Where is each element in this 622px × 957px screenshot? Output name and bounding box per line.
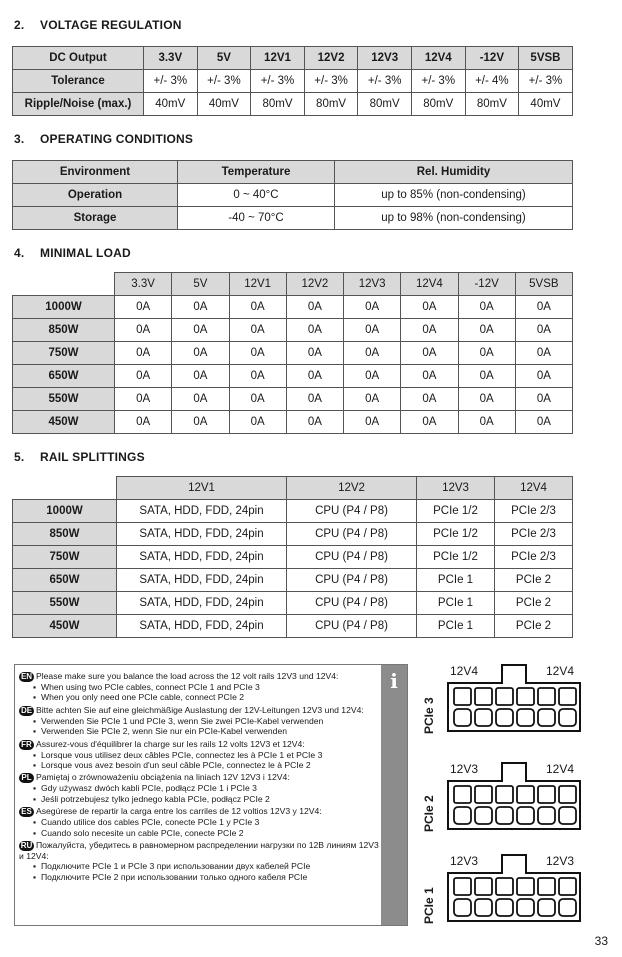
note-lead [19,705,381,716]
connector-pin [475,709,492,726]
connector-pin [559,688,576,705]
table-cell: 0A [172,319,229,342]
section-title-voltage: 2. VOLTAGE REGULATION [14,18,182,32]
table-cell: 0A [344,342,401,365]
operating-conditions-table [12,160,573,230]
rail-splittings-table [12,476,573,638]
connector-pin [538,786,555,803]
connector-drawing [446,762,586,832]
connector-pin [475,878,492,895]
table-row [13,365,573,388]
connector-label: PCIe 1 [422,887,436,924]
table-cell: 0A [458,319,515,342]
note-bullet: ▪ When you only need one PCIe cable, connect PCIe 2 [19,692,381,702]
header-row [13,273,573,296]
table-cell: 0A [344,365,401,388]
note-language-block [19,739,381,771]
empty-corner [13,273,115,296]
table-cell: 0A [115,411,172,434]
language-badge: EN [20,672,33,681]
column-header: 12V2 [286,273,343,296]
left-rail-label: 12V4 [450,664,479,678]
table-cell: 80mV [465,93,519,116]
note-sentence: Bitte achten Sie auf eine gleichmäßige Auslastung der 12V-Leitungen 12V3 und 12V4: [36,704,364,715]
table-cell: CPU (P4 / P8) [287,615,417,638]
table-cell: +/- 4% [465,70,519,93]
row-header: Ripple/Noise (max.) [13,93,144,116]
table-cell: 0A [458,296,515,319]
row-header: 650W [13,365,115,388]
page-number: 33 [594,934,608,948]
connector-pin [538,709,555,726]
connector-pin [559,807,576,824]
connector-pin [454,807,471,824]
empty-corner [13,477,117,500]
connector-label: PCIe 3 [422,697,436,734]
table-row [13,523,573,546]
connector-pin [454,878,471,895]
right-rail-label: 12V4 [546,762,575,776]
table-row [13,184,573,207]
table-cell: 0A [115,319,172,342]
table-cell: 0A [172,365,229,388]
note-sentence: Pamiętaj o zrównoważeniu obciążenia na liniach 12V 12V3 i 12V4: [36,772,290,783]
note-bullet: ▪ Подключите PCIe 1 и PCIe 3 при использовании двух кабелей PCIe [19,861,381,871]
left-rail-label: 12V3 [450,762,479,776]
column-header: 5VSB [519,47,573,70]
table-cell: 0 ~ 40°C [178,184,335,207]
table-cell: CPU (P4 / P8) [287,592,417,615]
row-header: Tolerance [13,70,144,93]
table-cell: 0A [286,342,343,365]
table-cell: +/- 3% [251,70,305,93]
row-header: 750W [13,342,115,365]
connector-pin [517,786,534,803]
table-cell: 0A [401,319,458,342]
header-row [13,161,573,184]
column-header: 12V1 [117,477,287,500]
row-header: 850W [13,523,117,546]
table-cell: PCIe 2 [495,615,573,638]
language-badge: ES [19,807,34,817]
note-sentence: Assurez-vous d'équilibrer la charge sur les rails 12 volts 12V3 et 12V4: [36,738,305,749]
table-row [13,207,573,230]
table-cell: 0A [344,319,401,342]
row-header: 650W [13,569,117,592]
language-badge: DE [20,705,33,715]
header-row [13,477,573,500]
table-cell: 0A [401,296,458,319]
column-header: 3.3V [144,47,198,70]
table-cell: up to 85% (non-condensing) [335,184,573,207]
table-cell: 0A [115,296,172,319]
connector-pin [517,688,534,705]
table-cell: PCIe 1 [417,615,495,638]
table-cell: 0A [286,365,343,388]
table-cell: 0A [115,365,172,388]
voltage-regulation-table [12,46,573,116]
table-cell: 0A [401,342,458,365]
note-sentence: Asegúrese de repartir la carga entre los carriles de 12 voltios 12V3 y 12V4: [36,806,322,817]
table-row [13,411,573,434]
table-cell: 0A [458,342,515,365]
section-title-minimal: 4. MINIMAL LOAD [14,246,131,260]
connector-pin [559,786,576,803]
row-header: 550W [13,388,115,411]
column-header: -12V [458,273,515,296]
table-cell: +/- 3% [144,70,198,93]
table-cell: SATA, HDD, FDD, 24pin [117,523,287,546]
note-sentence: Please make sure you balance the load across the 12 volt rails 12V3 und 12V4: [36,671,339,681]
note-lead [19,671,381,682]
right-rail-label: 12V4 [546,664,575,678]
row-header: 750W [13,546,117,569]
info-icon: i [390,669,398,693]
column-header: Temperature [178,161,335,184]
table-cell: 0A [229,296,286,319]
table-cell: 80mV [411,93,465,116]
table-row [13,342,573,365]
section-title-rails: 5. RAIL SPLITTINGS [14,450,145,464]
note-lead [19,806,381,817]
connector-pin [517,807,534,824]
row-header: Operation [13,184,178,207]
table-cell: 0A [515,411,572,434]
table-cell: 0A [115,342,172,365]
connector-pin [454,709,471,726]
table-cell: 0A [458,411,515,434]
note-lead [19,772,381,783]
note-bullet: ▪ Jeśli potrzebujesz tylko jednego kabla PCIe, podłącz PCIe 2 [19,794,381,804]
connector-pin [496,807,513,824]
table-cell: 0A [172,296,229,319]
minimal-load-table [12,272,573,434]
table-cell: 0A [344,296,401,319]
table-cell: 0A [229,388,286,411]
table-cell: 80mV [251,93,305,116]
table-cell: +/- 3% [358,70,412,93]
connector-pin [475,688,492,705]
table-cell: 0A [286,319,343,342]
table-cell: +/- 3% [411,70,465,93]
column-header: 12V2 [287,477,417,500]
language-badge: RU [20,841,33,851]
connector-pin [496,878,513,895]
column-header: DC Output [13,47,144,70]
row-header: 450W [13,411,115,434]
note-bullet: ▪ Lorsque vous utilisez deux câbles PCIe, connectez les à PCIe 1 et PCIe 3 [19,750,381,760]
connector-pin [517,878,534,895]
connector-pin [454,786,471,803]
note-language-block [19,772,381,804]
table-cell: 0A [286,388,343,411]
note-language-block [19,705,381,737]
table-cell: CPU (P4 / P8) [287,500,417,523]
table-cell: SATA, HDD, FDD, 24pin [117,546,287,569]
info-bar [381,665,407,925]
note-bullet: ▪ Lorsque vous avez besoin d'un seul câble PCIe, connectez le à PCIe 2 [19,760,381,770]
column-header: -12V [465,47,519,70]
note-lead [19,739,381,750]
connector-pin [454,688,471,705]
connector-pin [559,899,576,916]
language-badge: PL [19,773,34,783]
connector-label: PCIe 2 [422,795,436,832]
table-cell: 40mV [519,93,573,116]
connector-pin [496,688,513,705]
connector-pin [538,899,555,916]
connector-pin [538,688,555,705]
table-cell: CPU (P4 / P8) [287,569,417,592]
row-header: 1000W [13,500,117,523]
column-header: 12V2 [304,47,358,70]
note-language-block [19,806,381,838]
note-bullet: ▪ Verwenden Sie PCIe 2, wenn Sie nur ein PCIe-Kabel verwenden [19,726,381,736]
table-cell: 0A [286,296,343,319]
table-cell: 0A [515,296,572,319]
connector-pin [496,709,513,726]
column-header: 12V4 [495,477,573,500]
note-text [19,671,381,884]
note-bullet: ▪ Cuando solo necesite un cable PCIe, conecte PCIe 2 [19,828,381,838]
note-bullet: ▪ Подключите PCIe 2 при использовании только одного кабеля PCIe [19,872,381,882]
table-cell: 0A [172,342,229,365]
table-cell: 0A [344,388,401,411]
column-header: 5V [197,47,251,70]
table-cell: 0A [401,365,458,388]
table-cell: 0A [229,411,286,434]
table-row [13,93,573,116]
table-cell: PCIe 2/3 [495,523,573,546]
table-cell: 0A [229,319,286,342]
connector-pin [559,709,576,726]
column-header: Environment [13,161,178,184]
table-cell: 0A [401,388,458,411]
column-header: 12V4 [411,47,465,70]
table-cell: +/- 3% [519,70,573,93]
table-cell: +/- 3% [197,70,251,93]
table-cell: 80mV [358,93,412,116]
table-row [13,546,573,569]
table-cell: PCIe 2 [495,592,573,615]
note-bullet: ▪ Verwenden Sie PCIe 1 und PCIe 3, wenn Sie zwei PCIe-Kabel verwenden [19,716,381,726]
table-row [13,569,573,592]
column-header: 12V3 [358,47,412,70]
column-header: 12V3 [344,273,401,296]
connector-pin [496,899,513,916]
column-header: 12V4 [401,273,458,296]
connector-pin [559,878,576,895]
table-cell: 0A [229,342,286,365]
connector-pin [475,786,492,803]
column-header: 12V1 [251,47,305,70]
column-header: 5V [172,273,229,296]
note-language-block [19,840,381,882]
table-cell: 0A [344,411,401,434]
connector-drawing [446,664,586,734]
row-header: Storage [13,207,178,230]
table-cell: 0A [172,388,229,411]
connector-pin [496,786,513,803]
table-row [13,615,573,638]
column-header: 3.3V [115,273,172,296]
column-header: 5VSB [515,273,572,296]
table-cell: 40mV [197,93,251,116]
connector-outline [448,665,580,731]
table-row [13,296,573,319]
header-row [13,47,573,70]
connector-pin [517,709,534,726]
connector-pin [475,899,492,916]
table-cell: 0A [515,388,572,411]
connector-pin [475,807,492,824]
column-header: 12V3 [417,477,495,500]
connector-pin [538,878,555,895]
connector-drawing [446,854,586,924]
table-row [13,70,573,93]
right-rail-label: 12V3 [546,854,575,868]
load-balancing-note [14,664,408,926]
table-cell: PCIe 1 [417,592,495,615]
left-rail-label: 12V3 [450,854,479,868]
column-header: Rel. Humidity [335,161,573,184]
connector-pin [454,899,471,916]
row-header: 550W [13,592,117,615]
table-cell: PCIe 2/3 [495,546,573,569]
table-cell: SATA, HDD, FDD, 24pin [117,500,287,523]
table-cell: +/- 3% [304,70,358,93]
table-row [13,592,573,615]
column-header: 12V1 [229,273,286,296]
table-cell: PCIe 1/2 [417,500,495,523]
table-cell: 0A [458,365,515,388]
table-cell: 0A [515,365,572,388]
table-cell: up to 98% (non-condensing) [335,207,573,230]
row-header: 450W [13,615,117,638]
table-cell: -40 ~ 70°C [178,207,335,230]
note-bullet: ▪ When using two PCIe cables, connect PCIe 1 and PCIe 3 [19,682,381,692]
row-header: 850W [13,319,115,342]
table-row [13,388,573,411]
section-title-operating: 3. OPERATING CONDITIONS [14,132,194,146]
table-cell: CPU (P4 / P8) [287,523,417,546]
table-cell: 80mV [304,93,358,116]
table-cell: PCIe 2/3 [495,500,573,523]
table-cell: PCIe 2 [495,569,573,592]
table-cell: SATA, HDD, FDD, 24pin [117,569,287,592]
table-cell: SATA, HDD, FDD, 24pin [117,592,287,615]
table-cell: PCIe 1/2 [417,523,495,546]
note-language-block [19,671,381,703]
connector-pin [517,899,534,916]
table-cell: 0A [458,388,515,411]
table-row [13,500,573,523]
table-cell: 0A [401,411,458,434]
table-cell: 40mV [144,93,198,116]
row-header: 1000W [13,296,115,319]
table-cell: PCIe 1 [417,569,495,592]
language-badge: FR [19,740,34,750]
table-cell: PCIe 1/2 [417,546,495,569]
table-cell: 0A [229,365,286,388]
note-bullet: ▪ Cuando utilice dos cables PCIe, conecte PCIe 1 y PCIe 3 [19,817,381,827]
connector-pin [538,807,555,824]
table-cell: SATA, HDD, FDD, 24pin [117,615,287,638]
table-cell: 0A [172,411,229,434]
table-cell: 0A [115,388,172,411]
table-cell: CPU (P4 / P8) [287,546,417,569]
connector-outline [448,763,580,829]
table-cell: 0A [286,411,343,434]
note-bullet: ▪ Gdy używasz dwóch kabli PCIe, podłącz PCIe 1 i PCIe 3 [19,783,381,793]
connector-outline [448,855,580,921]
note-sentence: Пожалуйста, убедитесь в равномерном распределении нагрузки по 12В линиям 12V3 и 12V4: [19,840,379,862]
table-row [13,319,573,342]
table-cell: 0A [515,342,572,365]
note-lead [19,840,381,861]
table-cell: 0A [515,319,572,342]
